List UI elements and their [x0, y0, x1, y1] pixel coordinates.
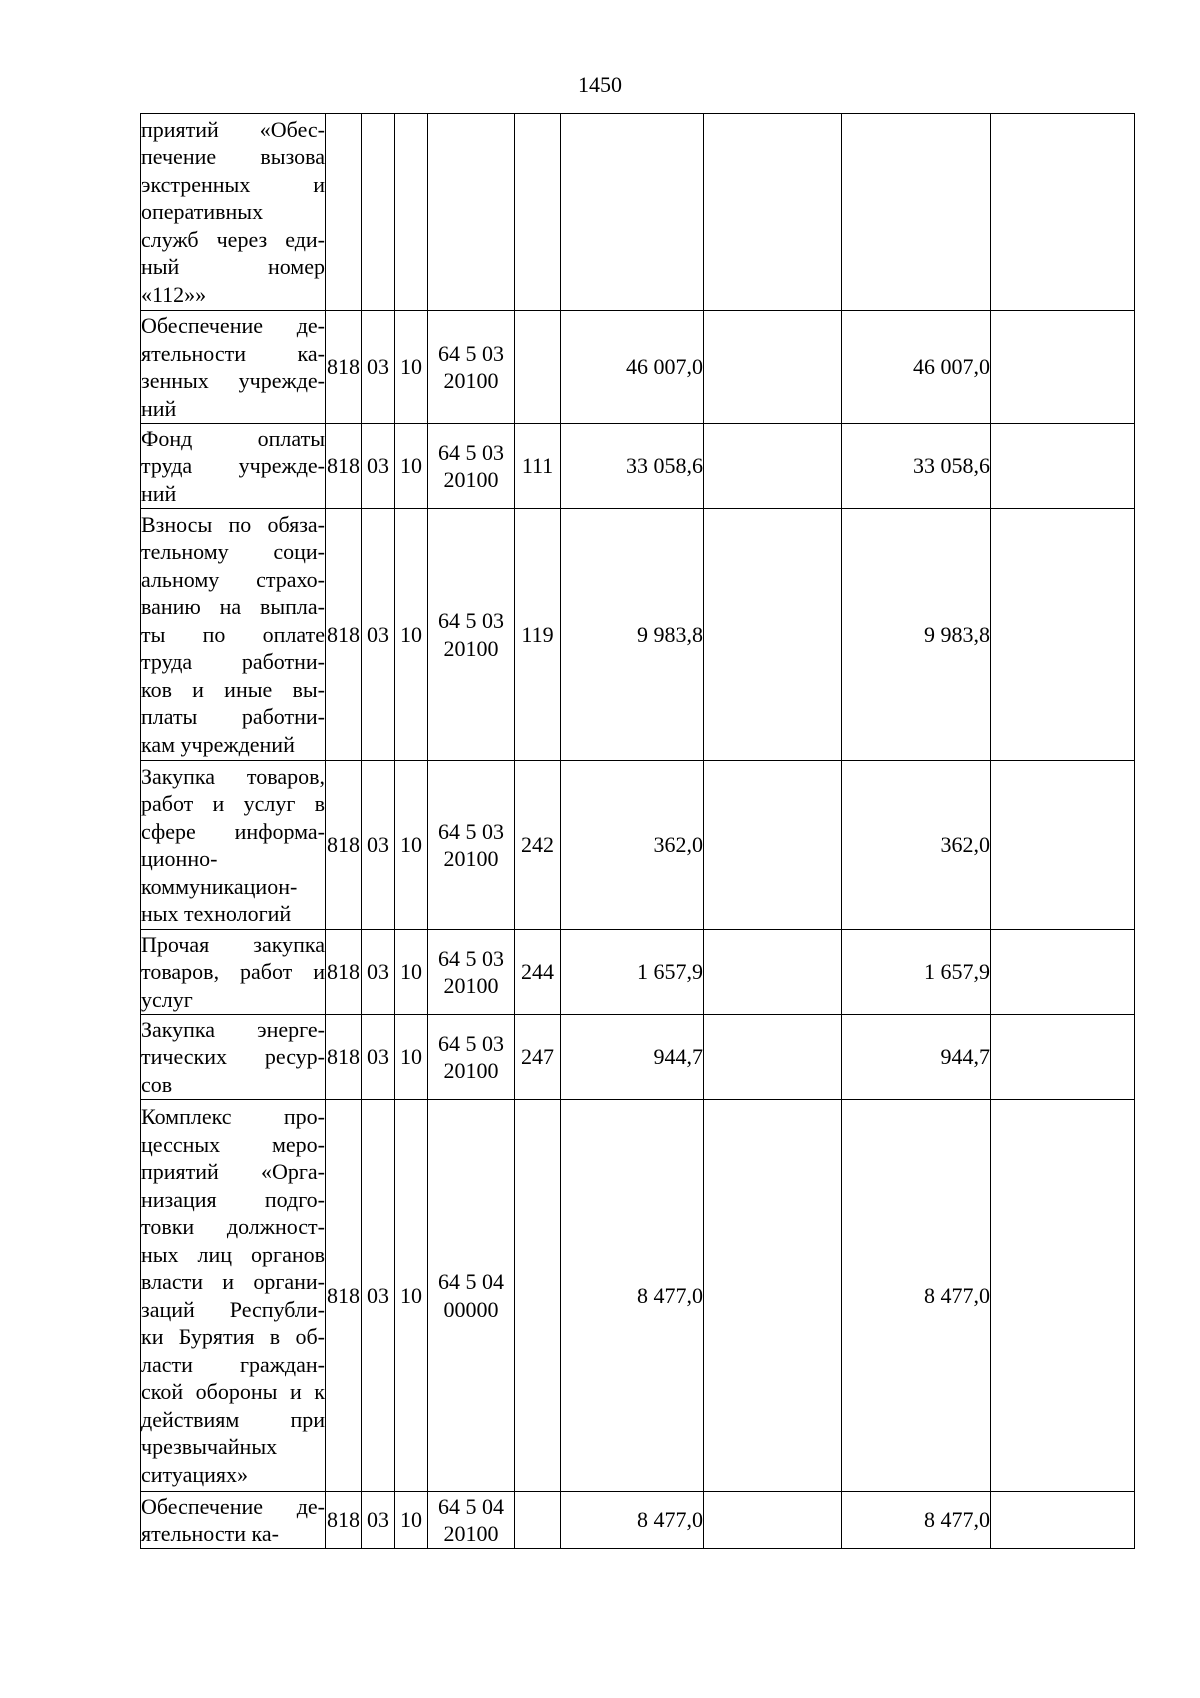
amount-empty-cell	[704, 424, 842, 509]
target-article-cell	[428, 1492, 515, 1549]
target-article-line: 20100	[443, 635, 499, 661]
row-name-cell	[141, 509, 326, 761]
table-row	[141, 424, 1135, 509]
target-article-line: 64 5 03	[438, 608, 504, 633]
target-article-line: 64 5 04	[438, 1493, 504, 1519]
row-name-line: ятельности ка-	[141, 1521, 279, 1546]
target-article-line: 20100	[443, 467, 499, 492]
expense-type-cell	[515, 311, 561, 424]
amount-second-cell: 46 007,0	[842, 311, 991, 424]
subsection-code-cell: 10	[395, 1100, 428, 1492]
row-name-line: Комплекс про-	[141, 1104, 325, 1129]
subsection-code-cell: 10	[395, 761, 428, 930]
target-article-line: 20100	[443, 973, 499, 998]
expense-type-cell	[515, 114, 561, 311]
ministry-code-cell: 818	[326, 311, 362, 424]
table-row	[141, 311, 1135, 424]
row-name-line: Закупка энерге-	[141, 1016, 325, 1042]
row-name-line: действиям при	[141, 1406, 325, 1432]
expense-type-cell	[515, 1100, 561, 1492]
row-name-cell	[141, 1015, 326, 1100]
row-name-line: служб через еди-	[141, 226, 325, 252]
ministry-code-cell: 818	[326, 1100, 362, 1492]
row-name-line: Фонд оплаты	[141, 425, 325, 451]
amount-empty-cell	[991, 1100, 1135, 1492]
table-row	[141, 761, 1135, 930]
ministry-code-cell: 818	[326, 424, 362, 509]
amount-total-cell	[561, 114, 704, 311]
subsection-code-cell: 10	[395, 311, 428, 424]
row-name-line: ки Бурятия в об-	[141, 1324, 325, 1349]
row-name-line: ванию на выпла-	[141, 594, 325, 620]
amount-empty-cell	[704, 114, 842, 311]
row-name-line: тельному соци-	[141, 539, 325, 565]
amount-second-cell	[842, 114, 991, 311]
row-name-line: работ и услуг в	[141, 791, 325, 816]
ministry-code-cell: 818	[326, 509, 362, 761]
section-code-cell: 03	[362, 311, 395, 424]
amount-second-cell: 33 058,6	[842, 424, 991, 509]
row-name-cell	[141, 930, 326, 1015]
target-article-line: 20100	[443, 368, 499, 393]
row-name-line: коммуникацион-	[141, 873, 298, 899]
section-code-cell	[362, 114, 395, 311]
row-name-line: труда работни-	[141, 649, 325, 675]
amount-empty-cell	[704, 930, 842, 1015]
amount-total-cell: 1 657,9	[561, 930, 704, 1015]
amount-empty-cell	[991, 1015, 1135, 1100]
target-article-line: 64 5 03	[438, 945, 504, 971]
table-row	[141, 1492, 1135, 1549]
target-article-cell	[428, 311, 515, 424]
row-name-line: власти и органи-	[141, 1269, 325, 1294]
amount-empty-cell	[704, 1492, 842, 1549]
amount-second-cell: 362,0	[842, 761, 991, 930]
table-row	[141, 509, 1135, 761]
row-name-line: Обеспечение де-	[141, 313, 325, 338]
row-name-line: приятий «Орга-	[141, 1159, 325, 1184]
target-article-line: 20100	[443, 1521, 499, 1546]
row-name-line: «112»»	[141, 281, 207, 307]
subsection-code-cell: 10	[395, 1015, 428, 1100]
amount-empty-cell	[704, 761, 842, 930]
ministry-code-cell: 818	[326, 1492, 362, 1549]
row-name-line: платы работни-	[141, 704, 325, 730]
row-name-line: сов	[141, 1071, 173, 1097]
target-article-cell	[428, 509, 515, 761]
row-name-line: ков и иные вы-	[141, 676, 325, 702]
row-name-line: ных технологий	[141, 901, 292, 926]
target-article-line: 64 5 03	[438, 340, 504, 366]
amount-empty-cell	[991, 761, 1135, 930]
target-article-cell	[428, 114, 515, 311]
row-name-line: труда учрежде-	[141, 453, 325, 479]
target-article-cell	[428, 424, 515, 509]
row-name-line: ных лиц органов	[141, 1241, 325, 1267]
amount-empty-cell	[991, 311, 1135, 424]
target-article-line: 20100	[443, 1058, 499, 1083]
expense-type-cell: 242	[515, 761, 561, 930]
target-article-cell	[428, 930, 515, 1015]
row-name-line: ситуациях»	[141, 1461, 249, 1487]
row-name-line: ятельности ка-	[141, 340, 325, 366]
row-name-line: сфере информа-	[141, 818, 325, 844]
ministry-code-cell: 818	[326, 1015, 362, 1100]
row-name-line: альному страхо-	[141, 566, 325, 592]
amount-empty-cell	[991, 509, 1135, 761]
expense-type-cell: 247	[515, 1015, 561, 1100]
target-article-line: 00000	[443, 1296, 499, 1322]
amount-second-cell: 9 983,8	[842, 509, 991, 761]
row-name-line: ний	[141, 395, 177, 421]
amount-second-cell: 1 657,9	[842, 930, 991, 1015]
section-code-cell: 03	[362, 424, 395, 509]
row-name-line: ный номер	[141, 254, 325, 280]
row-name-line: печение вызова	[141, 144, 325, 170]
row-name-line: экстренных и	[141, 171, 325, 197]
row-name-line: оперативных	[141, 199, 264, 225]
amount-empty-cell	[991, 930, 1135, 1015]
row-name-line: ласти граждан-	[141, 1351, 325, 1377]
amount-total-cell: 46 007,0	[561, 311, 704, 424]
amount-total-cell: 944,7	[561, 1015, 704, 1100]
row-name-line: ской обороны и к	[141, 1379, 325, 1404]
table-row	[141, 1100, 1135, 1492]
target-article-cell	[428, 1100, 515, 1492]
row-name-line: Обеспечение де-	[141, 1493, 325, 1519]
target-article-line: 20100	[443, 846, 499, 871]
expense-type-cell	[515, 1492, 561, 1549]
row-name-line: кам учреждений	[141, 731, 295, 757]
row-name-line: Взносы по обяза-	[141, 511, 325, 537]
amount-empty-cell	[704, 1100, 842, 1492]
subsection-code-cell: 10	[395, 509, 428, 761]
table-row	[141, 1015, 1135, 1100]
target-article-line: 64 5 03	[438, 1030, 504, 1056]
section-code-cell: 03	[362, 1492, 395, 1549]
row-name-cell	[141, 1492, 326, 1549]
amount-empty-cell	[704, 1015, 842, 1100]
row-name-cell	[141, 424, 326, 509]
row-name-line: ты по оплате	[141, 621, 325, 647]
amount-second-cell: 944,7	[842, 1015, 991, 1100]
row-name-line: приятий «Обес-	[141, 116, 325, 142]
amount-total-cell: 8 477,0	[561, 1492, 704, 1549]
amount-empty-cell	[991, 424, 1135, 509]
row-name-line: Прочая закупка	[141, 931, 325, 957]
ministry-code-cell: 818	[326, 930, 362, 1015]
page-number: 1450	[578, 72, 622, 97]
row-name-cell	[141, 311, 326, 424]
table-row	[141, 114, 1135, 311]
ministry-code-cell	[326, 114, 362, 311]
amount-total-cell: 362,0	[561, 761, 704, 930]
ministry-code-cell: 818	[326, 761, 362, 930]
subsection-code-cell: 10	[395, 930, 428, 1015]
row-name-cell	[141, 761, 326, 930]
section-code-cell: 03	[362, 930, 395, 1015]
row-name-line: ционно-	[141, 846, 218, 871]
table-row	[141, 930, 1135, 1015]
amount-total-cell: 9 983,8	[561, 509, 704, 761]
row-name-line: заций Республи-	[141, 1296, 325, 1322]
row-name-line: товаров, работ и	[141, 959, 325, 985]
section-code-cell: 03	[362, 1100, 395, 1492]
target-article-cell	[428, 1015, 515, 1100]
expense-type-cell: 119	[515, 509, 561, 761]
target-article-line: 64 5 04	[438, 1269, 504, 1294]
amount-empty-cell	[704, 509, 842, 761]
amount-second-cell: 8 477,0	[842, 1492, 991, 1549]
expense-type-cell: 111	[515, 424, 561, 509]
target-article-cell	[428, 761, 515, 930]
expense-type-cell: 244	[515, 930, 561, 1015]
section-code-cell: 03	[362, 1015, 395, 1100]
amount-empty-cell	[991, 1492, 1135, 1549]
amount-empty-cell	[704, 311, 842, 424]
section-code-cell: 03	[362, 761, 395, 930]
row-name-line: Закупка товаров,	[141, 763, 325, 789]
row-name-line: зенных учрежде-	[141, 368, 325, 393]
amount-total-cell: 33 058,6	[561, 424, 704, 509]
subsection-code-cell	[395, 114, 428, 311]
amount-total-cell: 8 477,0	[561, 1100, 704, 1492]
subsection-code-cell: 10	[395, 1492, 428, 1549]
amount-second-cell: 8 477,0	[842, 1100, 991, 1492]
row-name-line: товки должност-	[141, 1214, 325, 1239]
row-name-line: ний	[141, 480, 177, 506]
section-code-cell: 03	[362, 509, 395, 761]
row-name-cell	[141, 114, 326, 311]
budget-table	[140, 113, 1135, 1549]
row-name-line: чрезвычайных	[141, 1434, 278, 1459]
target-article-line: 64 5 03	[438, 439, 504, 465]
row-name-line: низация подго-	[141, 1186, 325, 1212]
row-name-cell	[141, 1100, 326, 1492]
target-article-line: 64 5 03	[438, 818, 504, 844]
amount-empty-cell	[991, 114, 1135, 311]
row-name-line: цессных меро-	[141, 1131, 325, 1157]
subsection-code-cell: 10	[395, 424, 428, 509]
row-name-line: услуг	[141, 986, 193, 1012]
row-name-line: тических ресур-	[141, 1044, 325, 1070]
